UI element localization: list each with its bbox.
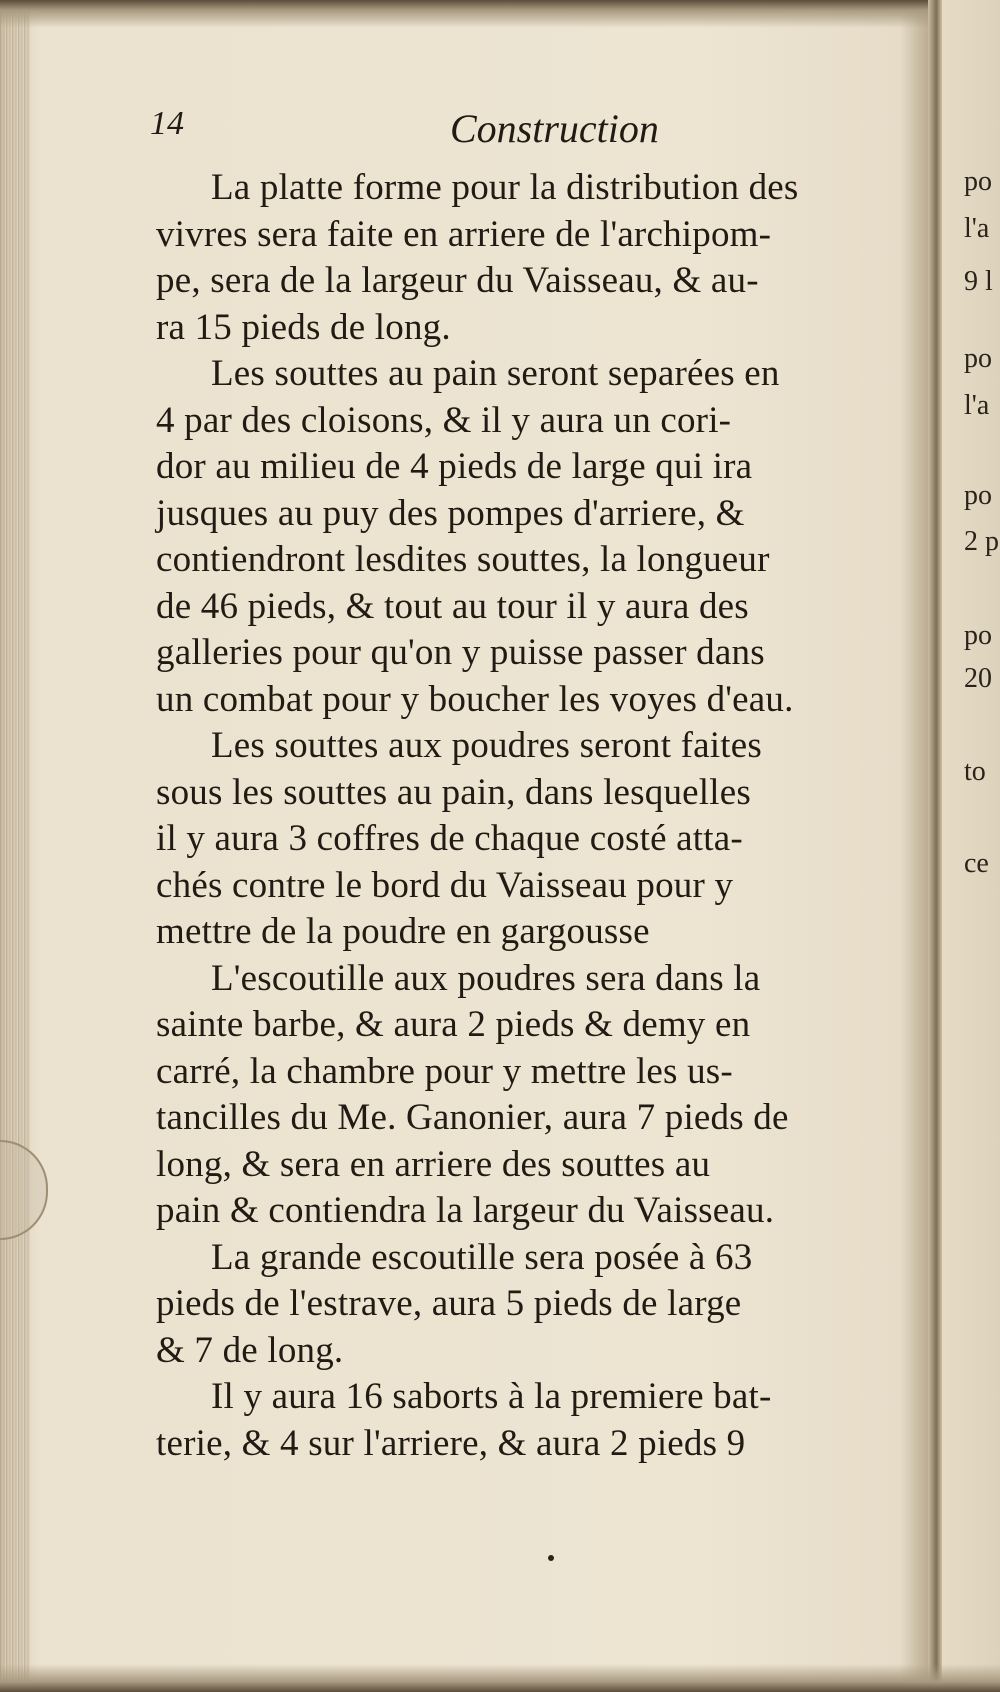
text-line: contiendront lesdites souttes, la longueur [156, 539, 770, 580]
page-edges [0, 0, 30, 1692]
text-line: sainte barbe, & aura 2 pieds & demy en [156, 1004, 751, 1045]
text-line: un combat pour y boucher les voyes d'eau. [156, 678, 794, 720]
text-line: jusques au puy des pompes d'arriere, & [156, 492, 745, 534]
bottom-edge-shadow [0, 1664, 1000, 1692]
text-line: long, & sera en arriere des souttes au [156, 1143, 711, 1185]
text-line: de 46 pieds, & tout au tour il y aura des [156, 585, 749, 627]
page-header [150, 105, 930, 165]
top-edge-shadow [0, 0, 1000, 28]
text-line: L'escoutille aux poudres sera dans la [211, 957, 761, 999]
text-line: La platte forme pour la distribution des [211, 167, 799, 208]
text-line: sous les souttes au pain, dans lesquelles [156, 771, 751, 813]
text-line: pieds de l'estrave, aura 5 pieds de large [156, 1283, 742, 1324]
facing-page-fragment: l'a [964, 213, 990, 244]
ink-dot [548, 1555, 554, 1561]
text-line: mettre de la poudre en gargousse [156, 911, 650, 952]
body-text [156, 165, 916, 1467]
text-line: terie, & 4 sur l'arriere, & aura 2 pieds 9 [156, 1422, 746, 1464]
text-line: Il y aura 16 saborts à la premiere bat- [211, 1376, 772, 1417]
page-number: 14 [150, 105, 184, 142]
facing-page-edge [942, 0, 1000, 1692]
text-line: galleries pour qu'on y puisse passer dans [156, 632, 765, 673]
facing-page-fragment: ce [964, 848, 989, 879]
running-head: Construction [450, 106, 659, 151]
text-line: il y aura 3 coffres de chaque costé atta- [156, 818, 743, 859]
facing-page-fragment: l'a [964, 390, 990, 421]
facing-page-fragment: 9 l [964, 266, 993, 297]
text-line: dor au milieu de 4 pieds de large qui ira [156, 446, 753, 487]
text-line: chés contre le bord du Vaisseau pour y [156, 864, 734, 906]
text-line: & 7 de long. [156, 1329, 344, 1371]
facing-page-fragment: po [964, 343, 992, 374]
text-line: carré, la chambre pour y mettre les us- [156, 1050, 733, 1092]
facing-page-fragment: 2 p [964, 526, 999, 557]
text-line: tancilles du Me. Ganonier, aura 7 pieds de [156, 1097, 789, 1138]
binding-clasp [0, 1140, 48, 1240]
text-line: Les souttes aux poudres seront faites [211, 725, 762, 766]
book-page [150, 105, 930, 1464]
book-gutter [928, 0, 942, 1692]
facing-page-fragment: to [964, 756, 986, 787]
text-line: pe, sera de la largeur du Vaisseau, & au- [156, 260, 759, 301]
facing-page-fragment: 20 [964, 663, 992, 694]
text-line: 4 par des cloisons, & il y aura un cori- [156, 399, 732, 441]
text-line: vivres sera faite en arriere de l'archipom- [156, 213, 772, 255]
text-line: Les souttes au pain seront separées en [211, 353, 780, 394]
text-line: ra 15 pieds de long. [156, 306, 451, 348]
text-line: pain & contiendra la largeur du Vaisseau. [156, 1190, 775, 1231]
facing-page-fragment: po [964, 166, 992, 197]
text-line: La grande escoutille sera posée à 63 [211, 1236, 753, 1278]
facing-page-fragment: po [964, 620, 992, 651]
facing-page-fragment: po [964, 480, 992, 511]
